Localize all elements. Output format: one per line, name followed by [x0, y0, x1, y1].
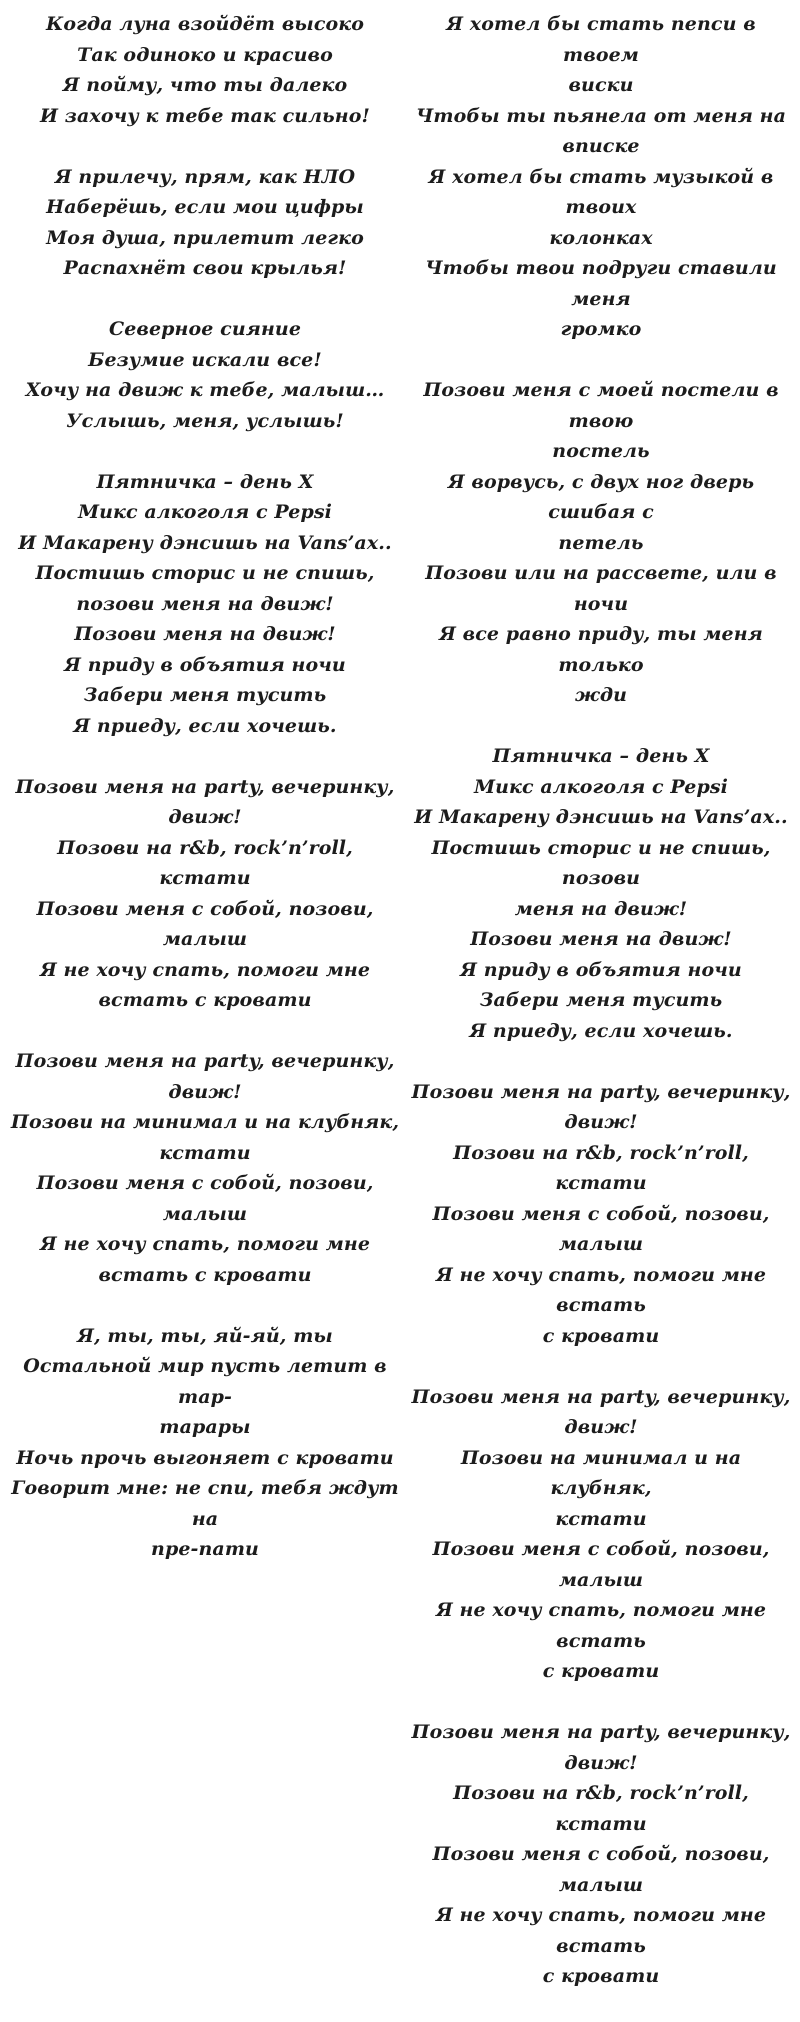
lyric-line: Постишь сторис и не спишь,	[35, 562, 375, 584]
lyric-line: петель	[558, 531, 644, 554]
lyric-line: Забери меня тусить	[83, 684, 327, 706]
lyric-line: Я приеду, если хочешь.	[469, 1019, 733, 1042]
lyric-line: Позови меня с собой, позови, малыш	[432, 1202, 770, 1255]
stanza	[408, 1717, 794, 1992]
lyric-line: Позови на минимал и на клубняк,	[10, 1111, 400, 1133]
stanza	[408, 375, 794, 711]
lyric-line: Позови меня на party, вечеринку,	[15, 1050, 395, 1072]
lyric-line: Позови на r&b, rock’n’roll, кстати	[453, 1782, 749, 1835]
lyric-line: жди	[574, 684, 628, 706]
lyric-line: Услышь, меня, услышь!	[66, 409, 344, 432]
lyric-line: движ!	[168, 1080, 242, 1103]
lyric-line: Моя душа, прилетит легко	[46, 226, 364, 249]
lyric-line: виски	[568, 74, 634, 96]
lyric-line: Позови или на рассвете, или в ночи	[425, 562, 777, 615]
stanza	[408, 1382, 794, 1687]
lyric-line: движ!	[564, 1416, 638, 1438]
lyric-line: громко	[560, 318, 642, 340]
lyric-line: кстати	[159, 1141, 251, 1164]
lyric-line: движ!	[564, 1751, 638, 1774]
lyric-line: Позови меня на party, вечеринку,	[411, 1385, 791, 1408]
lyric-line: встать с кровати	[98, 1263, 312, 1286]
lyrics-right-column	[408, 9, 794, 2022]
lyric-line: Позови на r&b, rock’n’roll, кстати	[57, 836, 353, 889]
lyric-line: Я приеду, если хочешь.	[73, 714, 337, 737]
lyric-line: Я не хочу спать, помоги мне	[39, 958, 371, 981]
lyric-line: движ!	[564, 1111, 638, 1133]
lyric-line: колонках	[549, 226, 653, 249]
lyric-line: Пятничка – день Х	[96, 470, 314, 493]
stanza	[10, 162, 400, 284]
lyric-line: Когда луна взойдёт высоко	[45, 13, 365, 35]
stanza	[10, 772, 400, 1016]
lyric-line: И Макарену дэнсишь на Vans’ах..	[18, 531, 392, 554]
lyric-line: Северное сияние	[108, 318, 302, 340]
lyric-line: И захочу к тебе так сильно!	[40, 104, 370, 127]
lyric-line: Я прилечу, прям, как НЛО	[54, 165, 356, 188]
lyric-line: Говорит мне: не спи, тебя ждут на	[11, 1477, 399, 1530]
lyric-line: Забери меня тусить	[479, 989, 723, 1011]
lyric-line: встать с кровати	[98, 989, 312, 1011]
lyric-line: Я приду в объятия ночи	[460, 958, 742, 981]
lyric-line: Я ворвусь, с двух ног дверь сшибая с	[447, 470, 755, 523]
lyric-line: Позови меня с собой, позови, малыш	[36, 897, 374, 950]
lyric-line: с кровати	[542, 1660, 660, 1682]
stanza	[10, 467, 400, 742]
lyric-line: вписке	[562, 135, 640, 157]
lyric-line: Я не хочу спать, помоги мне встать	[435, 1263, 767, 1316]
lyric-line: Позови меня с моей постели в твою	[423, 379, 779, 432]
lyric-line: позови меня на движ!	[76, 592, 334, 615]
lyric-line: Пятничка – день Х	[492, 745, 710, 767]
lyric-line: Позови на минимал и на клубняк,	[460, 1446, 742, 1499]
lyric-line: Позови меня на party, вечеринку,	[411, 1721, 791, 1743]
lyric-line: Позови меня с собой, позови, малыш	[432, 1843, 770, 1896]
lyric-line: Позови на r&b, rock’n’roll, кстати	[453, 1141, 749, 1194]
lyric-line: Чтобы ты пьянела от меня на	[415, 104, 787, 127]
lyric-line: Позови меня на движ!	[74, 623, 336, 645]
lyric-line: Я, ты, ты, яй-яй, ты	[77, 1324, 333, 1347]
stanza	[10, 9, 400, 131]
lyric-line: Позови меня на party, вечеринку,	[411, 1080, 791, 1103]
lyric-line: Позови меня с собой, позови, малыш	[36, 1172, 374, 1225]
lyric-line: Я все равно приду, ты меня только	[439, 623, 763, 676]
lyric-line: постель	[552, 440, 650, 462]
lyric-line: Позови меня с собой, позови, малыш	[432, 1538, 770, 1591]
lyric-line: Чтобы твои подруги ставили меня	[425, 257, 777, 310]
lyric-line: Я хотел бы стать музыкой в твоих	[428, 165, 774, 218]
lyric-line: Хочу на движ к тебе, малыш…	[25, 379, 385, 401]
lyrics-left-column	[10, 9, 400, 1595]
lyric-line: тарары	[159, 1416, 251, 1438]
lyric-line: с кровати	[542, 1324, 660, 1347]
lyric-line: пре-пати	[151, 1538, 259, 1560]
lyric-line: Позови меня на party, вечеринку,	[15, 775, 395, 798]
lyric-line: меня на движ!	[514, 897, 688, 920]
lyric-line: Я не хочу спать, помоги мне	[39, 1233, 371, 1255]
lyric-line: Я хотел бы стать пепси в твоем	[446, 13, 756, 66]
stanza	[408, 1077, 794, 1352]
lyric-line: Распахнёт свои крылья!	[63, 257, 347, 279]
lyric-line: движ!	[168, 806, 242, 828]
lyric-line: Я приду в объятия ночи	[64, 653, 346, 676]
stanza	[10, 314, 400, 436]
lyric-line: Ночь прочь выгоняет с кровати	[16, 1446, 394, 1469]
stanza	[10, 1046, 400, 1290]
lyric-line: Постишь сторис и не спишь, позови	[431, 836, 771, 889]
stanza	[408, 741, 794, 1046]
lyric-line: Я пойму, что ты далеко	[62, 74, 348, 96]
lyric-line: И Макарену дэнсишь на Vans’ах..	[414, 806, 788, 828]
lyric-line: Позови меня на движ!	[470, 928, 732, 950]
lyric-line: Остальной мир пусть летит в тар-	[23, 1355, 387, 1408]
stanza	[408, 9, 794, 345]
lyric-line: с кровати	[542, 1965, 660, 1987]
lyric-line: Микс алкоголя с Pepsi	[474, 775, 728, 798]
lyric-line: Наберёшь, если мои цифры	[46, 196, 364, 218]
lyric-line: Безумие искали все!	[88, 348, 322, 371]
lyric-line: Микс алкоголя с Pepsi	[78, 501, 332, 523]
lyric-line: кстати	[555, 1507, 647, 1530]
lyric-line: Я не хочу спать, помоги мне встать	[435, 1904, 767, 1957]
lyric-line: Так одиноко и красиво	[77, 43, 333, 66]
stanza	[10, 1321, 400, 1565]
lyric-line: Я не хочу спать, помоги мне встать	[435, 1599, 767, 1652]
